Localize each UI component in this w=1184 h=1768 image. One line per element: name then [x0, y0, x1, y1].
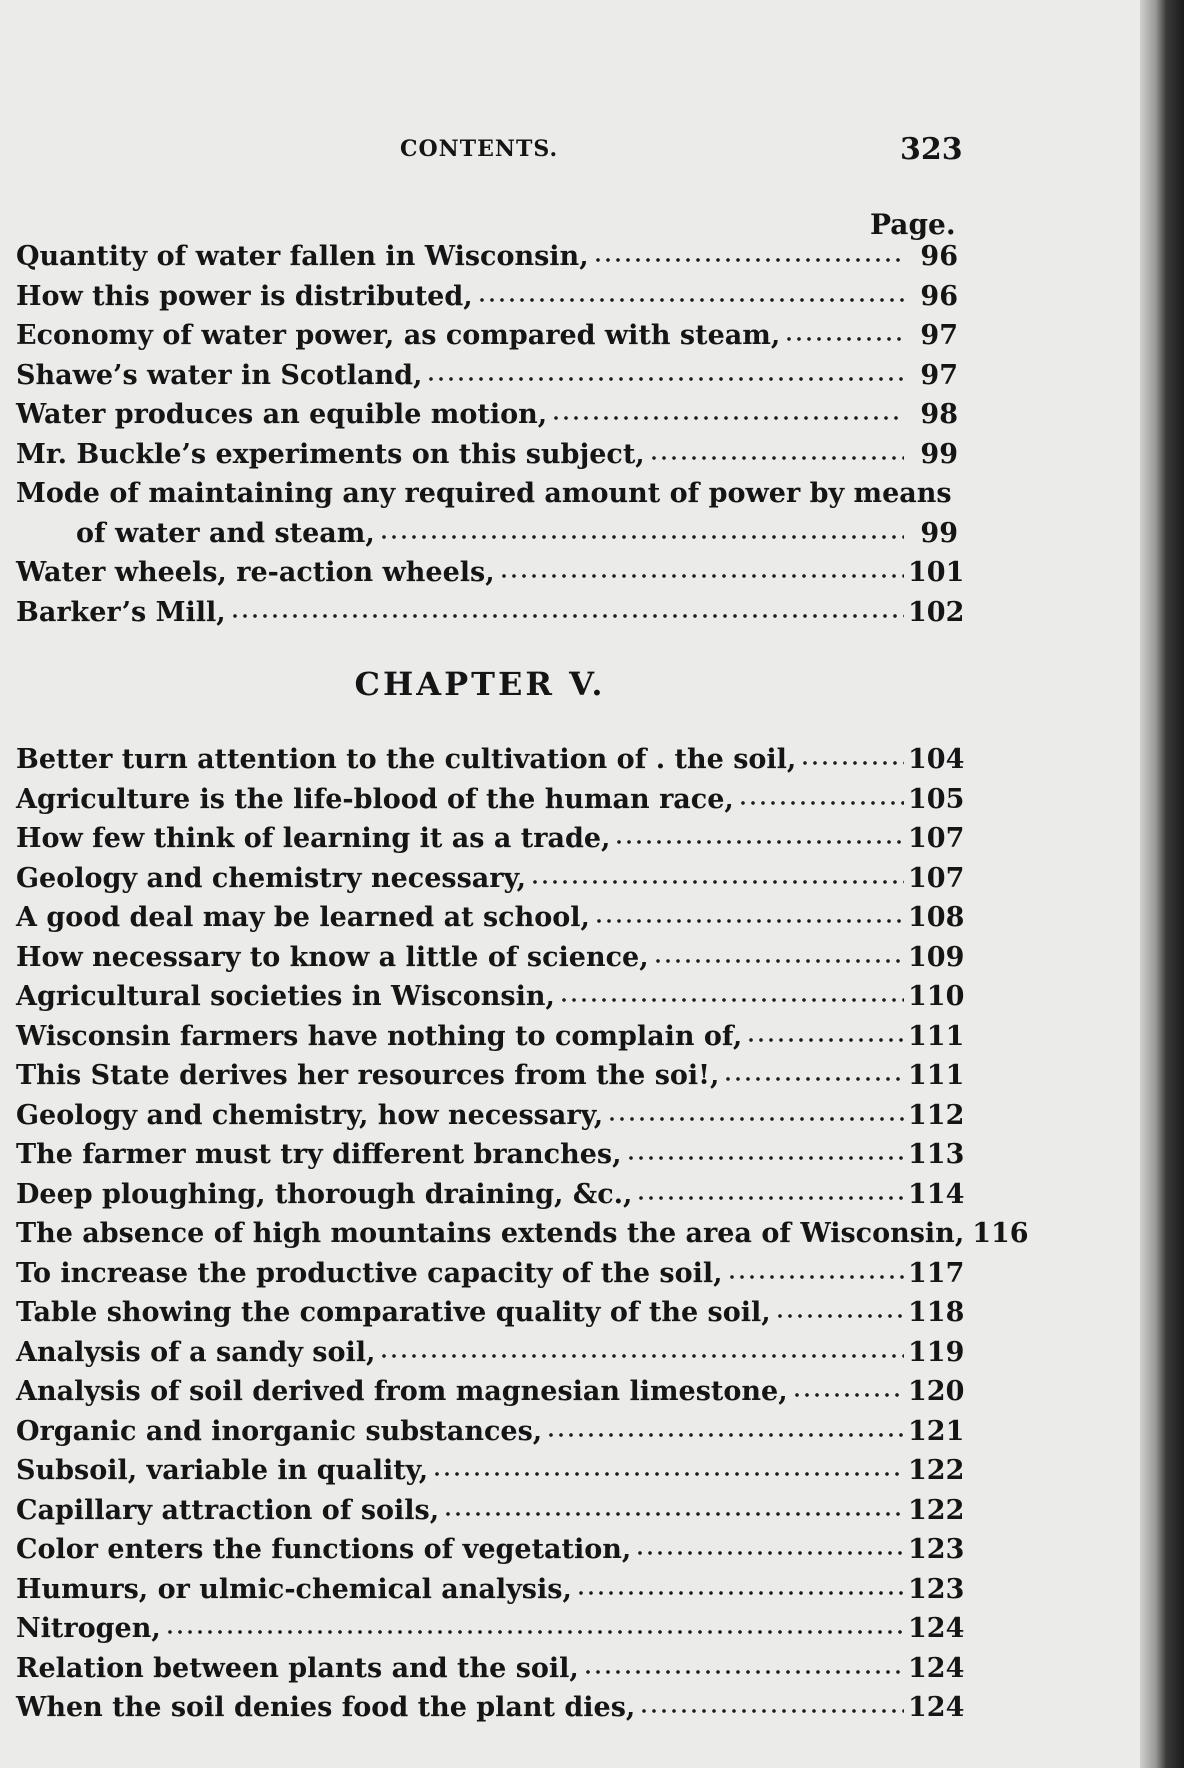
toc-entry-title: Economy of water power, as compared with steam, [16, 320, 781, 351]
toc-entry-page: 111 [908, 1020, 965, 1052]
dot-leader [800, 746, 904, 766]
chapter-heading: CHAPTER V. [354, 665, 606, 703]
toc-entry-page: 96 [920, 280, 958, 312]
book-page-edge [1140, 0, 1184, 1768]
dot-leader [635, 1536, 904, 1556]
toc-entry-title: Better turn attention to the cultivation of . the soil, [16, 744, 797, 775]
toc-entry-page: 117 [908, 1257, 965, 1289]
toc-entry [16, 237, 958, 277]
toc-entry-page: 105 [908, 783, 965, 815]
toc-entry [16, 1609, 965, 1649]
toc-entry-page: 99 [920, 517, 958, 549]
toc-entry [16, 1254, 965, 1294]
toc-entry-page: 118 [908, 1297, 965, 1328]
toc-entry [16, 277, 958, 317]
toc-list-section-a [16, 237, 965, 632]
dot-leader [784, 322, 904, 342]
toc-entry [16, 898, 965, 938]
toc-entry-page: 108 [908, 902, 965, 933]
dot-leader [546, 1418, 904, 1438]
toc-entry [16, 938, 965, 978]
toc-entry [16, 1491, 965, 1531]
page-column-header: Page. [870, 208, 956, 241]
page-number: 323 [900, 132, 963, 167]
toc-entry-title: A good deal may be learned at school, [16, 902, 590, 933]
dot-leader [432, 1457, 904, 1477]
dot-leader [723, 1062, 904, 1082]
toc-entry-title: Capillary attraction of soils, [16, 1494, 440, 1526]
toc-entry-title: Shawe’s water in Scotland, [16, 359, 423, 391]
toc-entry [16, 1135, 965, 1175]
toc-entry-title: Color enters the functions of vegetation, [16, 1534, 632, 1565]
dot-leader [653, 944, 904, 964]
dot-leader [594, 904, 904, 924]
toc-entry [16, 1056, 965, 1096]
toc-entry [16, 780, 965, 820]
toc-entry-page: 119 [908, 1336, 965, 1368]
toc-entry [16, 1372, 965, 1412]
dot-leader [593, 243, 904, 263]
dot-leader [559, 983, 904, 1003]
toc-entry [16, 553, 965, 593]
toc-entry-page: 122 [908, 1494, 965, 1526]
toc-entry-page: 116 [972, 1218, 1029, 1249]
toc-entry-title: Mode of maintaining any required amount of power by means [16, 478, 952, 509]
dot-leader [639, 1694, 904, 1714]
toc-entry-title: Relation between plants and the soil, [16, 1652, 579, 1684]
toc-entry-page: 97 [920, 359, 958, 391]
dot-leader [379, 1339, 904, 1359]
toc-entry-title: Quantity of water fallen in Wisconsin, [16, 241, 589, 272]
toc-entry-title: Geology and chemistry, how necessary, [16, 1099, 604, 1131]
toc-entry-page: 114 [908, 1178, 965, 1210]
toc-entry-title: The farmer must try different branches, [16, 1139, 622, 1170]
dot-leader [614, 825, 904, 845]
toc-entry [16, 977, 965, 1017]
toc-entry-title: How few think of learning it as a trade, [16, 823, 611, 854]
running-head [0, 132, 1140, 176]
dot-leader [626, 1141, 904, 1161]
toc-entry [16, 474, 958, 514]
toc-entry-title: Deep ploughing, thorough draining, &c., [16, 1178, 633, 1210]
toc-entry-page: 102 [908, 596, 965, 628]
dot-leader [746, 1023, 904, 1043]
toc-entry-title: Water produces an equible motion, [16, 399, 548, 430]
toc-entry [16, 1649, 965, 1689]
dot-leader [477, 283, 904, 303]
dot-leader [738, 786, 904, 806]
toc-entry-page: 120 [908, 1376, 965, 1407]
toc-entry-title: Humurs, or ulmic-chemical analysis, [16, 1573, 572, 1605]
toc-entry-page: 124 [908, 1652, 965, 1684]
toc-entry [16, 1530, 965, 1570]
toc-entry [16, 819, 965, 859]
toc-entry-title: Analysis of soil derived from magnesian limestone, [16, 1376, 788, 1407]
toc-entry-title: Subsoil, variable in quality, [16, 1455, 429, 1486]
toc-entry-title: The absence of high mountains extends the area of Wisconsin, [16, 1218, 965, 1249]
toc-entry [16, 1293, 965, 1333]
toc-entry-title: Organic and inorganic substances, [16, 1415, 543, 1447]
dot-leader [649, 441, 904, 461]
toc-entry [16, 1412, 965, 1452]
toc-entry-page: 98 [920, 399, 958, 430]
toc-entry-page: 124 [908, 1692, 965, 1723]
toc-entry-page: 122 [908, 1455, 965, 1486]
toc-entry-title: of water and steam, [76, 517, 375, 549]
dot-leader [576, 1576, 904, 1596]
toc-entry-title: Wisconsin farmers have nothing to complain of, [16, 1020, 743, 1052]
toc-entry-page: 124 [908, 1613, 965, 1644]
toc-entry [16, 1017, 965, 1057]
toc-entry [16, 1451, 965, 1491]
toc-entry-title: Mr. Buckle’s experiments on this subject, [16, 438, 645, 470]
toc-entry [16, 1096, 965, 1136]
toc-entry [16, 1175, 965, 1215]
toc-entry [16, 395, 958, 435]
toc-entry-title: Geology and chemistry necessary, [16, 862, 526, 894]
dot-leader [426, 362, 904, 382]
toc-entry [16, 1570, 965, 1610]
toc-entry [16, 1214, 1029, 1254]
toc-entry-page: 107 [908, 862, 965, 894]
toc-entry-title: Agricultural societies in Wisconsin, [16, 981, 555, 1012]
toc-entry-page: 109 [908, 941, 965, 973]
toc-entry [16, 593, 965, 633]
toc-entry-title: This State derives her resources from the soi!, [16, 1060, 720, 1091]
toc-entry [16, 740, 965, 780]
toc-entry [16, 1333, 965, 1373]
dot-leader [792, 1378, 904, 1398]
toc-entry-page: 104 [908, 744, 965, 775]
toc-entry-page: 96 [920, 241, 958, 272]
toc-entry-page: 111 [908, 1060, 965, 1091]
toc-entry-title: Barker’s Mill, [16, 596, 226, 628]
dot-leader [165, 1615, 904, 1635]
toc-entry [16, 316, 958, 356]
toc-entry-title: Water wheels, re-action wheels, [16, 557, 495, 588]
dot-leader [775, 1299, 904, 1319]
dot-leader [727, 1260, 904, 1280]
toc-entry-page: 113 [908, 1139, 965, 1170]
dot-leader [636, 1181, 904, 1201]
toc-entry-page: 97 [920, 320, 958, 351]
dot-leader [499, 559, 904, 579]
toc-entry-title: Analysis of a sandy soil, [16, 1336, 376, 1368]
toc-entry [16, 1688, 965, 1728]
dot-leader [551, 401, 904, 421]
dot-leader [379, 520, 904, 540]
toc-entry-title: Table showing the comparative quality of the soil, [16, 1297, 771, 1328]
toc-entry [16, 435, 958, 475]
dot-leader [530, 865, 904, 885]
toc-entry-title: How this power is distributed, [16, 280, 473, 312]
toc-entry [16, 514, 958, 554]
toc-entry-page: 123 [908, 1534, 965, 1565]
toc-entry-page: 107 [908, 823, 965, 854]
toc-entry-page: 101 [908, 557, 965, 588]
running-title: CONTENTS. [400, 136, 559, 162]
dot-leader [443, 1497, 904, 1517]
dot-leader [607, 1102, 904, 1122]
toc-entry-title: Agriculture is the life-blood of the human race, [16, 783, 734, 815]
toc-entry-title: When the soil denies food the plant dies, [16, 1692, 636, 1723]
toc-entry-page: 121 [908, 1415, 965, 1447]
toc-entry-page: 112 [908, 1099, 965, 1131]
toc-entry-page: 99 [920, 438, 958, 470]
dot-leader [230, 599, 904, 619]
toc-entry [16, 356, 958, 396]
toc-entry-title: To increase the productive capacity of the soil, [16, 1257, 723, 1289]
dot-leader [583, 1655, 904, 1675]
toc-entry [16, 859, 965, 899]
toc-entry-title: Nitrogen, [16, 1613, 161, 1644]
toc-entry-title: How necessary to know a little of science, [16, 941, 649, 973]
toc-entry-page: 123 [908, 1573, 965, 1605]
toc-list-section-b [16, 740, 1029, 1728]
toc-entry-page: 110 [908, 981, 965, 1012]
